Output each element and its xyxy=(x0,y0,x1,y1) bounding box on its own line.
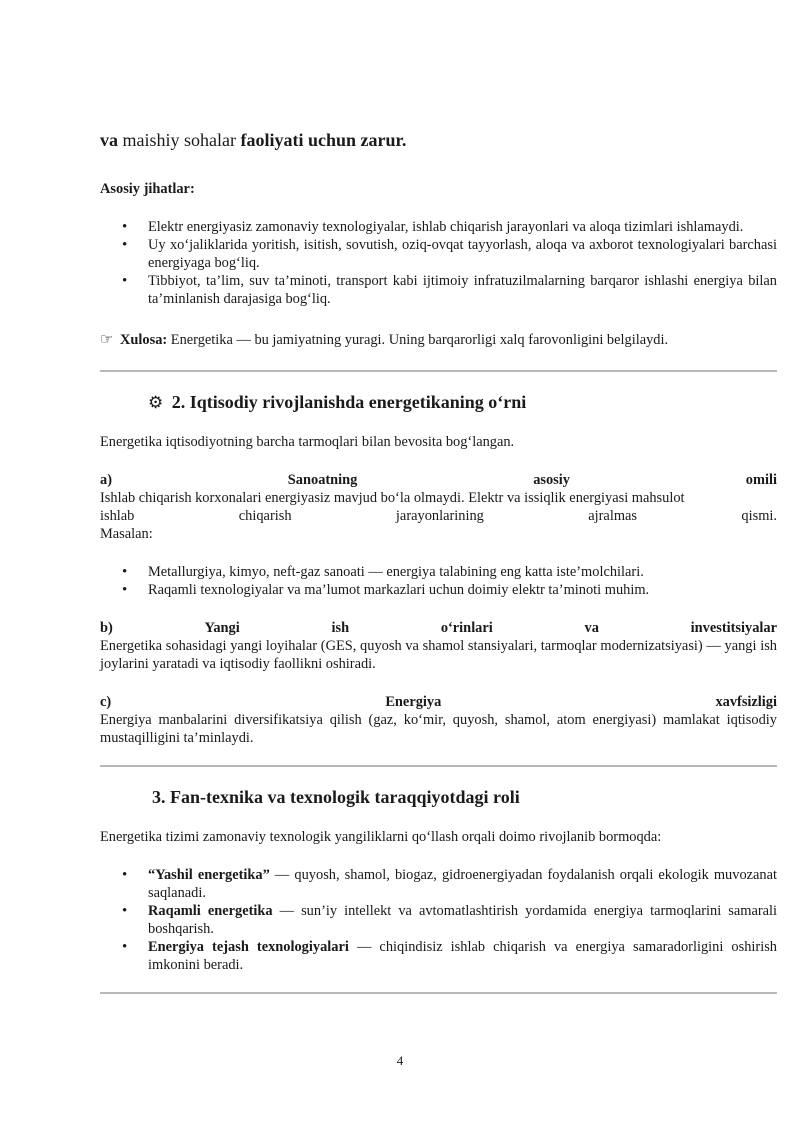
list-item: • Raqamli energetika — sun’iy intellekt va avtomatlashtirish yordamida energiya tarmoqlarini samarali boshqarish. xyxy=(148,902,777,938)
aspects-list xyxy=(100,218,777,308)
subsection-b-text: Energetika sohasidagi yangi loyihalar (GES, quyosh va shamol stansiyalari, tarmoqlar modernizatsiyasi) — yangi ish joylarini yaratadi va iqtisodiy faollikni oshiradi. xyxy=(100,638,777,672)
gear-icon: ⚙ xyxy=(148,393,164,413)
section-3-intro: Energetika tizimi zamonaviy texnologik yangiliklarni qo‘llash orqali doimo rivojlanib bormoqda: xyxy=(100,829,662,845)
list-item: • Elektr energiyasiz zamonaviy texnologiyalar, ishlab chiqarish jarayonlari va aloqa tizimlari ishlamaydi. xyxy=(148,218,777,236)
subsection-a-line-1: Ishlab chiqarish korxonalari energiyasiz mavjud bo‘la olmaydi. Elektr va issiqlik energiyasi mahsulot xyxy=(100,490,685,506)
section-3-list xyxy=(100,866,777,974)
subsection-b xyxy=(100,619,777,673)
subsection-a-line-3: Masalan: xyxy=(100,526,153,542)
summary-paragraph xyxy=(100,330,777,349)
list-item: • Metallurgiya, kimyo, neft-gaz sanoati — energiya talabining eng katta iste’molchilari. xyxy=(148,563,777,581)
list-item: • Uy xo‘jaliklarida yoritish, isitish, sovutish, oziq-ovqat tayyorlash, aloqa va axborot texnologiyalari barchasi energiyaga bog‘liq. xyxy=(148,236,777,272)
section-divider xyxy=(100,992,777,994)
summary-text: Energetika — bu jamiyatning yuragi. Uning barqarorligi xalq farovonligini belgilaydi. xyxy=(167,332,669,348)
list-item: • Energiya tejash texnologiyalari — chiqindisiz ishlab chiqarish va energiya samaradorligini oshirish imkonini beradi. xyxy=(148,938,777,974)
subsection-a xyxy=(100,471,777,599)
lead-bold-va: va xyxy=(100,130,118,150)
subsection-a-line-2: ishlab chiqarish jarayonlarining ajralmas qismi. xyxy=(100,508,777,524)
subsection-a-heading: a) Sanoatning asosiy omili xyxy=(100,472,777,488)
list-item: • “Yashil energetika” — quyosh, shamol, biogaz, gidroenergiyadan foydalanish orqali ekologik muvozanat saqlanadi. xyxy=(148,866,777,902)
document-page xyxy=(100,128,777,994)
pointing-hand-icon: ☞ xyxy=(100,330,114,348)
section-3-title-text: 3. Fan-texnika va texnologik taraqqiyotdagi roli xyxy=(152,787,520,807)
subsection-c-text: Energiya manbalarini diversifikatsiya qilish (gaz, ko‘mir, quyosh, shamol, atom energiyasi) mamlakat iqtisodiy mustaqilligini ta’minlaydi. xyxy=(100,712,777,746)
list-item: • Tibbiyot, ta’lim, suv ta’minoti, transport kabi ijtimoiy infratuzilmalarning barqaror ishlashi energiya bilan ta’minlanish darajasiga bog‘liq. xyxy=(148,272,777,308)
aspects-heading: Asosiy jihatlar: xyxy=(100,181,195,197)
lead-paragraph xyxy=(100,128,777,152)
subsection-b-heading: b) Yangi ish o‘rinlari va investitsiyalar xyxy=(100,620,777,636)
summary-label: Xulosa: xyxy=(120,332,168,348)
lead-bold-end: faoliyati uchun zarur. xyxy=(240,130,407,150)
subsection-a-list xyxy=(100,563,777,599)
list-item: • Raqamli texnologiyalar va ma’lumot markazlari uchun doimiy elektr ta’minoti muhim. xyxy=(148,581,777,599)
subsection-c-heading: c) Energiya xavfsizligi xyxy=(100,694,777,710)
subsection-c xyxy=(100,693,777,747)
section-2-title xyxy=(148,390,777,415)
section-3-title xyxy=(148,785,777,810)
section-2-intro: Energetika iqtisodiyotning barcha tarmoqlari bilan bevosita bog‘langan. xyxy=(100,434,515,450)
page-number: 4 xyxy=(396,1053,404,1068)
section-2-title-text: 2. Iqtisodiy rivojlanishda energetikaning o‘rni xyxy=(171,392,527,412)
lead-text: maishiy sohalar xyxy=(118,130,241,150)
section-divider xyxy=(100,370,777,372)
section-divider xyxy=(100,765,777,767)
